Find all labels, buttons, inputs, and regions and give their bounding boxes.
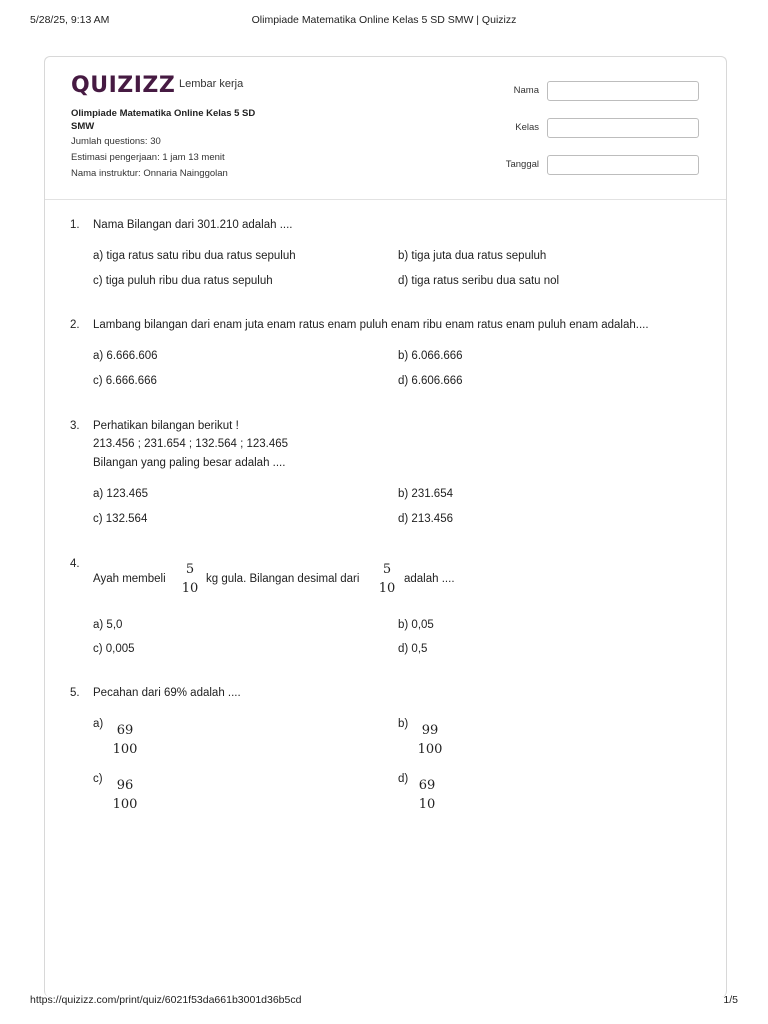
question-1-number: 1. bbox=[70, 219, 80, 231]
fraction-numerator: 96 bbox=[116, 778, 134, 793]
question-2-option-d[interactable]: d) 6.606.666 bbox=[398, 375, 463, 387]
question-5-option-c-fraction[interactable] bbox=[108, 776, 142, 814]
print-url: https://quizizz.com/print/quiz/6021f53da661b3001d36b5cd bbox=[30, 994, 302, 1006]
question-5-option-d-label[interactable]: d) bbox=[398, 773, 409, 785]
name-field[interactable] bbox=[547, 81, 699, 101]
question-3-line-3: Bilangan yang paling besar adalah .... bbox=[93, 457, 286, 469]
question-1-option-c[interactable]: c) tiga puluh ribu dua ratus sepuluh bbox=[93, 275, 273, 287]
instructor-name: Nama instruktur: Onnaria Nainggolan bbox=[71, 168, 228, 179]
question-3-option-d[interactable]: d) 213.456 bbox=[398, 513, 453, 525]
fraction-numerator: 99 bbox=[421, 723, 439, 738]
question-4-text-b: kg gula. Bilangan desimal dari bbox=[206, 573, 360, 585]
question-2-option-b[interactable]: b) 6.066.666 bbox=[398, 350, 463, 362]
question-3-line-2: 213.456 ; 231.654 ; 132.564 ; 123.465 bbox=[93, 438, 289, 450]
question-5-option-c-label[interactable]: c) bbox=[93, 773, 103, 785]
question-5-option-a-label[interactable]: a) bbox=[93, 718, 104, 730]
question-5-option-a-fraction[interactable] bbox=[108, 721, 142, 759]
fraction-numerator: 5 bbox=[185, 562, 195, 577]
page-number: 1/5 bbox=[723, 994, 738, 1006]
date-label: Tanggal bbox=[505, 159, 539, 170]
question-5-option-b-fraction[interactable] bbox=[413, 721, 447, 759]
question-1-option-b[interactable]: b) tiga juta dua ratus sepuluh bbox=[398, 250, 547, 262]
question-2-number: 2. bbox=[70, 319, 80, 331]
worksheet bbox=[44, 56, 727, 997]
name-label: Nama bbox=[513, 85, 539, 96]
question-1-option-a[interactable]: a) tiga ratus satu ribu dua ratus sepuluh bbox=[93, 250, 296, 262]
fraction-denominator: 100 bbox=[112, 742, 138, 757]
question-3-line-1: Perhatikan bilangan berikut ! bbox=[93, 420, 239, 432]
worksheet-header bbox=[45, 57, 726, 200]
quizizz-logo: QUIZIZZ bbox=[71, 73, 176, 98]
question-2-option-a[interactable]: a) 6.666.606 bbox=[93, 350, 158, 362]
fraction-denominator: 10 bbox=[418, 797, 436, 812]
question-3-number: 3. bbox=[70, 420, 80, 432]
question-3-option-a[interactable]: a) 123.465 bbox=[93, 488, 148, 500]
question-5-option-d-fraction[interactable] bbox=[413, 776, 441, 814]
question-5-option-b-label[interactable]: b) bbox=[398, 718, 409, 730]
question-4-option-c[interactable]: c) 0,005 bbox=[93, 643, 135, 655]
print-datetime: 5/28/25, 9:13 AM bbox=[30, 14, 110, 26]
worksheet-label: Lembar kerja bbox=[179, 78, 244, 90]
question-3-option-c[interactable]: c) 132.564 bbox=[93, 513, 148, 525]
fraction-denominator: 100 bbox=[112, 797, 138, 812]
questions-count: Jumlah questions: 30 bbox=[71, 136, 161, 147]
fraction-denominator: 100 bbox=[417, 742, 443, 757]
question-5-number: 5. bbox=[70, 687, 80, 699]
fraction-denominator: 10 bbox=[378, 581, 396, 596]
question-5-text: Pecahan dari 69% adalah .... bbox=[93, 687, 241, 699]
question-1-text: Nama Bilangan dari 301.210 adalah .... bbox=[93, 219, 293, 231]
question-2-option-c[interactable]: c) 6.666.666 bbox=[93, 375, 157, 387]
question-3-option-b[interactable]: b) 231.654 bbox=[398, 488, 453, 500]
date-field[interactable] bbox=[547, 155, 699, 175]
question-4-option-a[interactable]: a) 5,0 bbox=[93, 619, 123, 631]
question-4-fraction-2 bbox=[373, 560, 401, 598]
question-2-text: Lambang bilangan dari enam juta enam ratus enam puluh enam ribu enam ratus enam puluh enam adalah.... bbox=[93, 319, 649, 331]
question-4-text-c: adalah .... bbox=[404, 573, 455, 585]
question-1-option-d[interactable]: d) tiga ratus seribu dua satu nol bbox=[398, 275, 560, 287]
print-title: Olimpiade Matematika Online Kelas 5 SD SMW | Quizizz bbox=[251, 14, 517, 26]
question-4-option-b[interactable]: b) 0,05 bbox=[398, 619, 434, 631]
fraction-numerator: 5 bbox=[382, 562, 392, 577]
fraction-numerator: 69 bbox=[116, 723, 134, 738]
question-4-number: 4. bbox=[70, 558, 80, 570]
fraction-numerator: 69 bbox=[418, 778, 436, 793]
quiz-title: Olimpiade Matematika Online Kelas 5 SD SMW bbox=[71, 108, 256, 132]
question-4-fraction-1 bbox=[176, 560, 204, 598]
fraction-denominator: 10 bbox=[181, 581, 199, 596]
question-4-text-a: Ayah membeli bbox=[93, 573, 166, 585]
class-field[interactable] bbox=[547, 118, 699, 138]
class-label: Kelas bbox=[515, 122, 539, 133]
estimate-time: Estimasi pengerjaan: 1 jam 13 menit bbox=[71, 152, 225, 163]
question-4-option-d[interactable]: d) 0,5 bbox=[398, 643, 428, 655]
